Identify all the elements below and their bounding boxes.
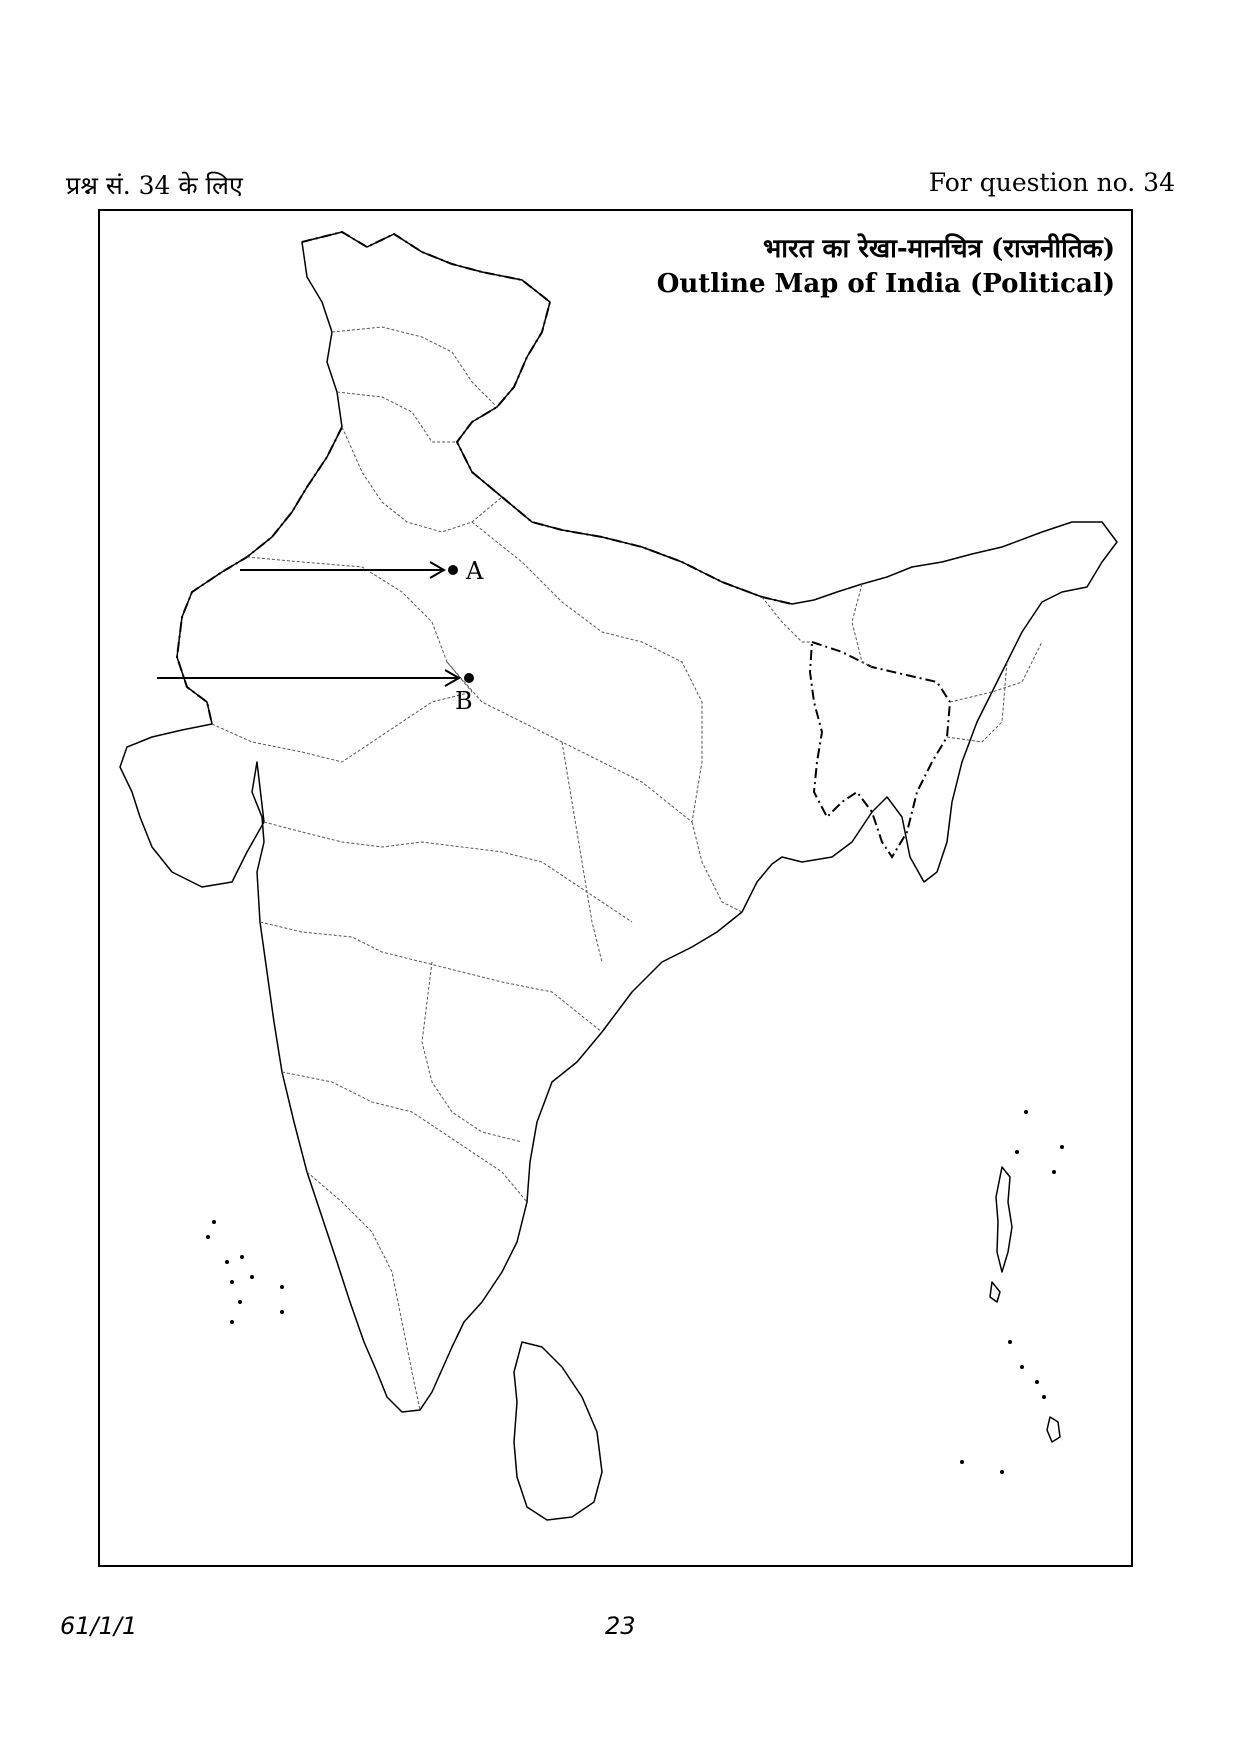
- map-title-hindi: भारत का रेखा-मानचित्र (राजनीतिक): [762, 234, 1115, 264]
- andaman-nicobar-islands: [960, 1110, 1064, 1474]
- map-title-english: Outline Map of India (Political): [656, 269, 1115, 299]
- paper-code: 61/1/1: [60, 1612, 138, 1640]
- state-boundaries: [212, 327, 1042, 1410]
- label-a: A: [466, 557, 484, 585]
- point-a: [448, 565, 458, 575]
- lakshadweep-islands: [206, 1220, 284, 1324]
- point-b: [464, 673, 474, 683]
- map-frame: [98, 209, 1133, 1567]
- question-reference-hindi: प्रश्न सं. 34 के लिए: [66, 171, 243, 200]
- bangladesh-border: [810, 642, 950, 857]
- india-outline-map: [100, 211, 1131, 1565]
- page-number: 23: [605, 1612, 636, 1640]
- sri-lanka-outline: [514, 1342, 602, 1520]
- question-reference-english: For question no. 34: [928, 168, 1175, 197]
- label-b: B: [455, 687, 473, 715]
- marker-b: [157, 670, 474, 715]
- marker-a: [240, 557, 484, 585]
- india-coastline: [120, 232, 1117, 1412]
